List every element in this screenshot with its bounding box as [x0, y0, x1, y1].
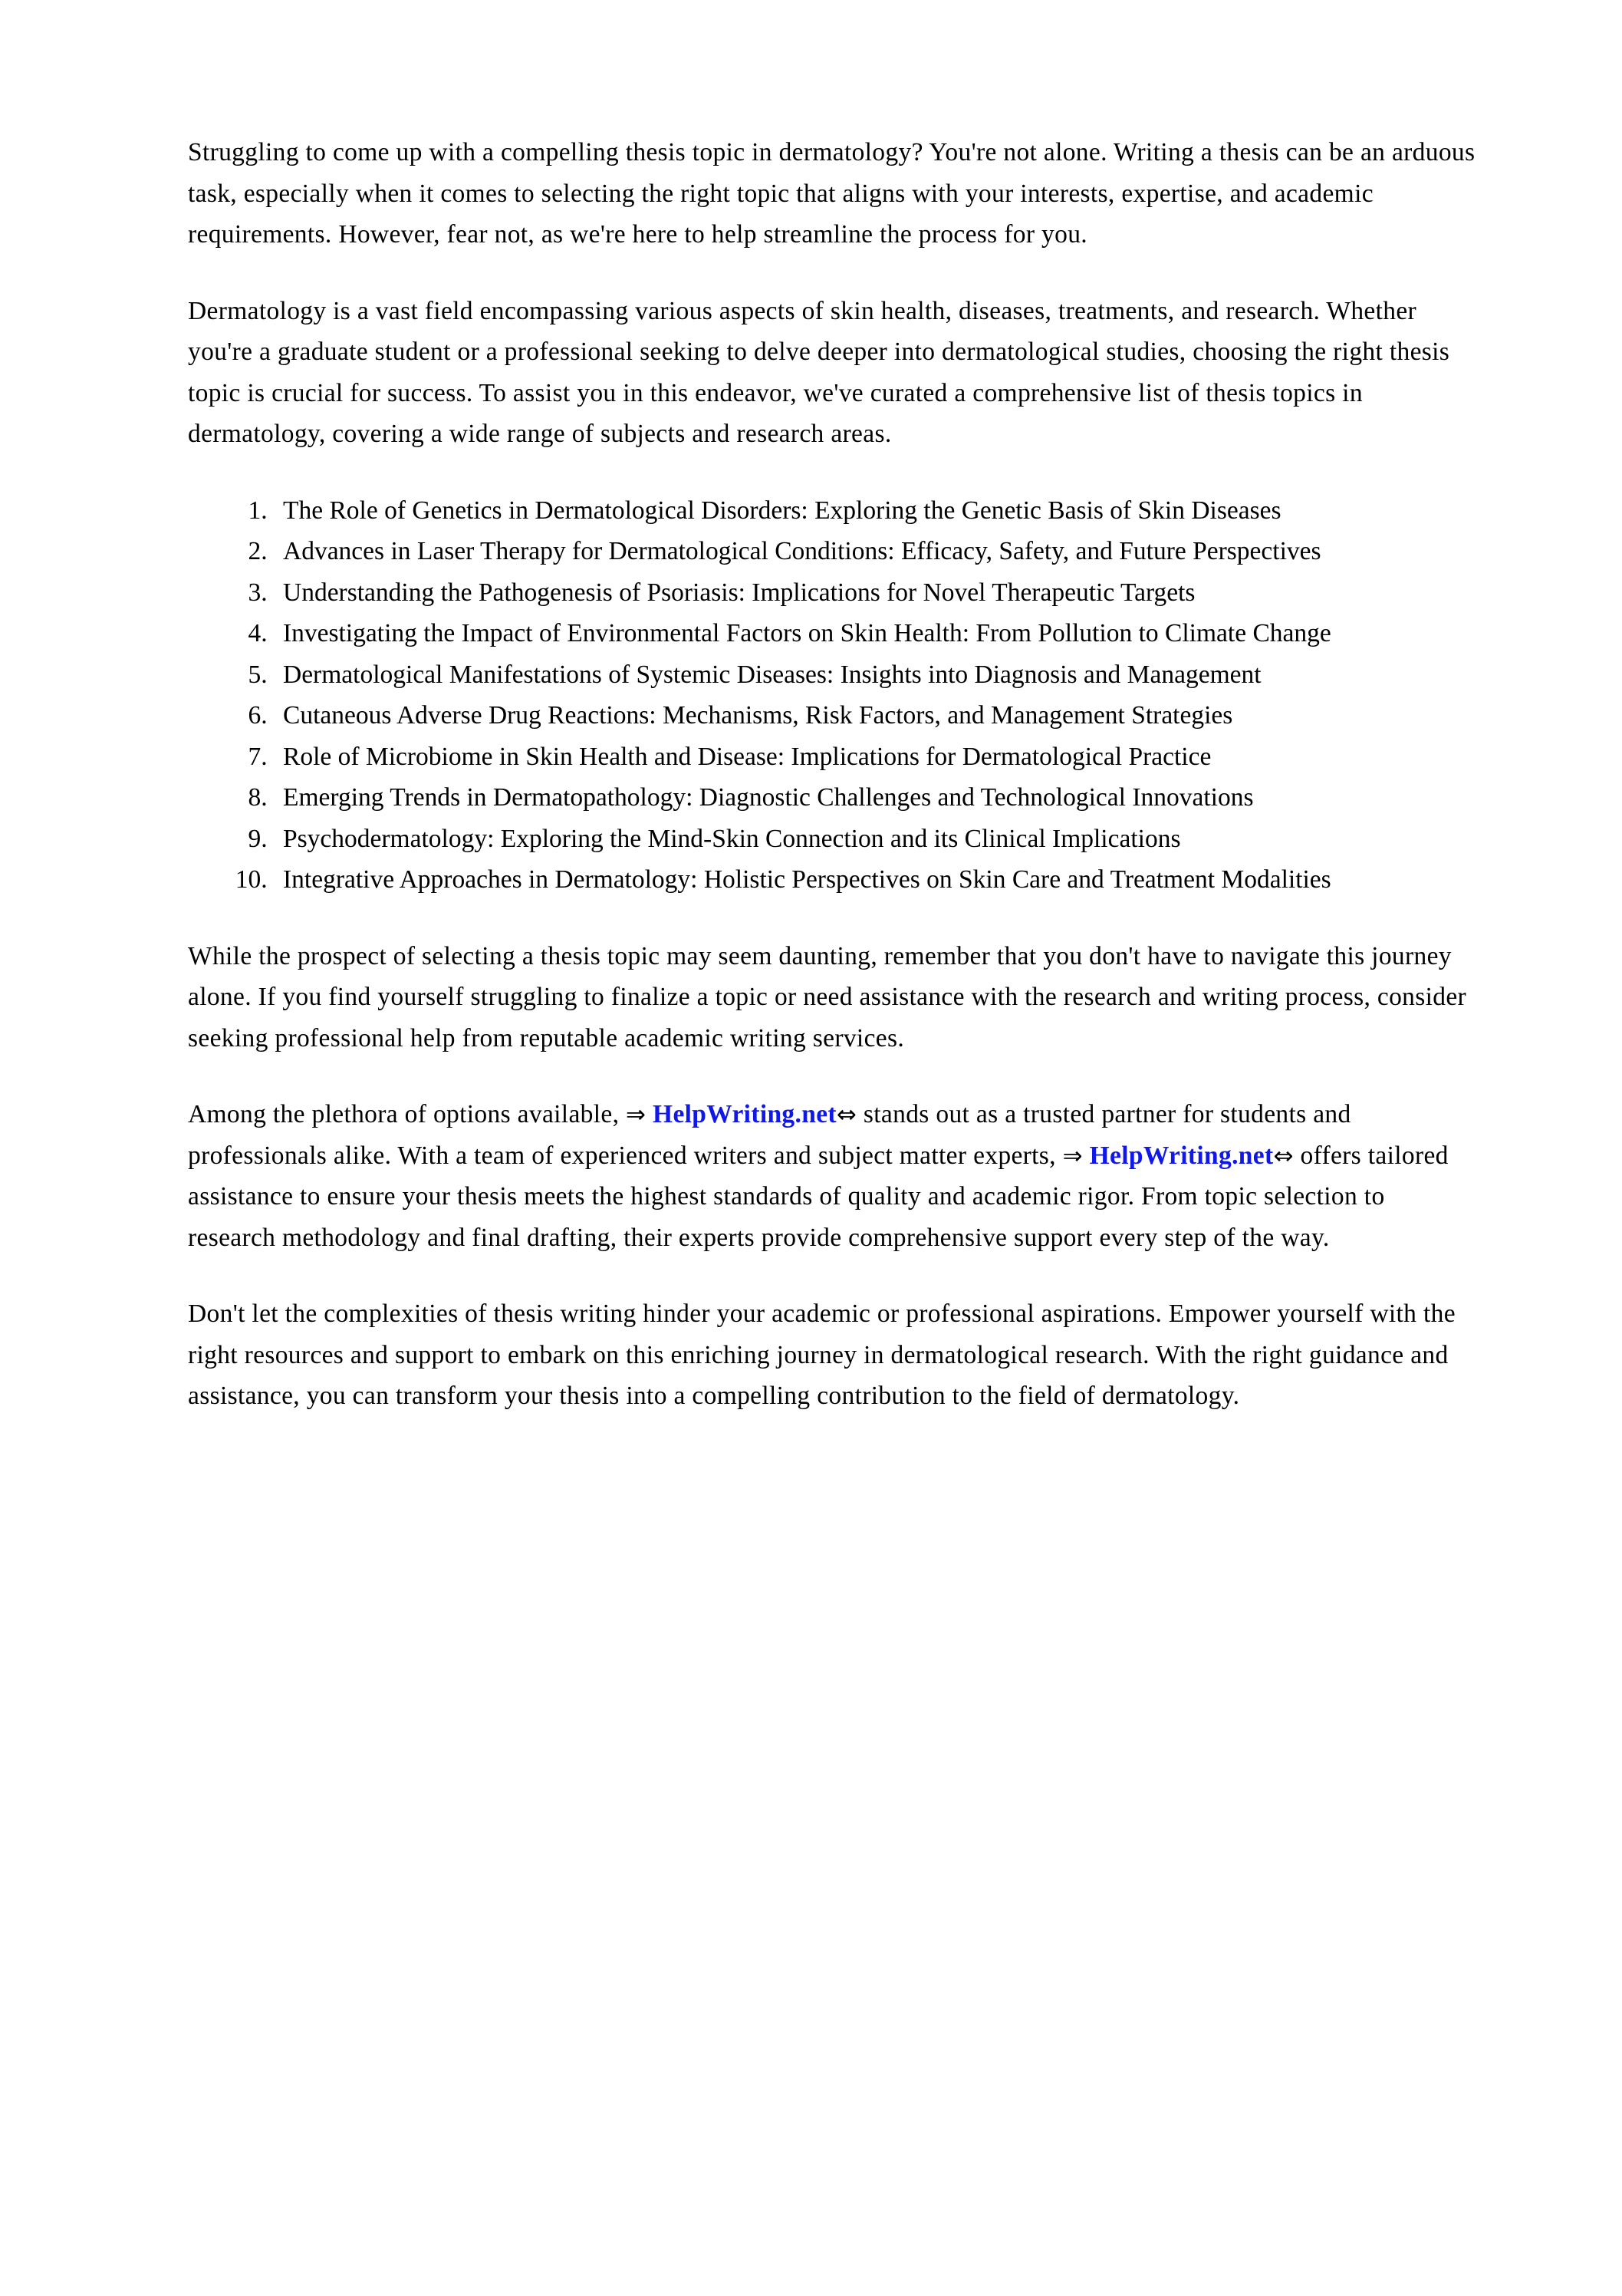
- list-item: 9. Psychodermatology: Exploring the Mind-Skin Connection and its Clinical Implications: [274, 819, 1478, 860]
- arrow-leftright-double-icon-1: ⇔: [836, 1101, 857, 1128]
- document-body: [188, 132, 1478, 1417]
- helpwriting-link-1[interactable]: HelpWriting.net: [653, 1100, 837, 1128]
- arrow-leftright-double-icon-2: ⇔: [1273, 1141, 1294, 1170]
- service-paragraph-segment-3: offers tailored assistance to ensure your thesis meets the highest standards of quality and academic rigor. From topic selection to research methodology and final drafting, their experts provide comprehensive support every step of the way.: [188, 1141, 1449, 1252]
- helpwriting-link-2[interactable]: HelpWriting.net: [1089, 1141, 1274, 1170]
- service-recommendation-paragraph: [188, 1094, 1478, 1258]
- closing-paragraph: Don't let the complexities of thesis writing hinder your academic or professional aspirations. Empower yourself with the right resources and support to embark on this enriching journey in dermatological research. With the right guidance and assistance, you can transform your thesis into a compelling contribution to the field of dermatology.: [188, 1300, 1456, 1410]
- field-overview-paragraph: Dermatology is a vast field encompassing various aspects of skin health, diseases, treatments, and research. Whether you're a graduate student or a professional seeking to delve deeper into dermatological studies, choosing the right thesis topic is crucial for success. To assist you in this endeavor, we've curated a comprehensive list of thesis topics in dermatology, covering a wide range of subjects and research areas.: [188, 296, 1450, 448]
- service-paragraph-segment-2: stands out as a trusted partner for students and professionals alike. With a team of experienced writers and subject matter experts,: [188, 1100, 1351, 1170]
- list-item: 1. The Role of Genetics in Dermatological Disorders: Exploring the Genetic Basis of Skin Diseases: [274, 490, 1478, 532]
- service-paragraph-segment-1: Among the plethora of options available,: [188, 1100, 620, 1128]
- list-item: 5. Dermatological Manifestations of Systemic Diseases: Insights into Diagnosis and Management: [274, 654, 1478, 696]
- arrow-right-double-icon-2: ⇒: [1062, 1141, 1083, 1170]
- list-item: 3. Understanding the Pathogenesis of Psoriasis: Implications for Novel Therapeutic Targets: [274, 572, 1478, 614]
- list-item: 4. Investigating the Impact of Environmental Factors on Skin Health: From Pollution to Climate Change: [274, 613, 1478, 654]
- intro-paragraph: Struggling to come up with a compelling thesis topic in dermatology? You're not alone. Writing a thesis can be an arduous task, especially when it comes to selecting the right topic that aligns with your interests, expertise, and academic requirements. However, fear not, as we're here to help streamline the process for you.: [188, 138, 1476, 249]
- arrow-right-double-icon: ⇒: [626, 1101, 646, 1128]
- list-item: 7. Role of Microbiome in Skin Health and Disease: Implications for Dermatological Practice: [274, 736, 1478, 778]
- list-item: 6. Cutaneous Adverse Drug Reactions: Mechanisms, Risk Factors, and Management Strategies: [274, 695, 1478, 736]
- list-item: 8. Emerging Trends in Dermatopathology: Diagnostic Challenges and Technological Innovations: [274, 777, 1478, 819]
- encouragement-paragraph: While the prospect of selecting a thesis topic may seem daunting, remember that you don't have to navigate this journey alone. If you find yourself struggling to finalize a topic or need assistance with the research and writing process, consider seeking professional help from reputable academic writing services.: [188, 941, 1467, 1052]
- thesis-topic-list: [188, 490, 1478, 901]
- list-item: 2. Advances in Laser Therapy for Dermatological Conditions: Efficacy, Safety, and Future Perspectives: [274, 531, 1478, 572]
- list-item: 10. Integrative Approaches in Dermatology: Holistic Perspectives on Skin Care and Treatment Modalities: [274, 859, 1478, 901]
